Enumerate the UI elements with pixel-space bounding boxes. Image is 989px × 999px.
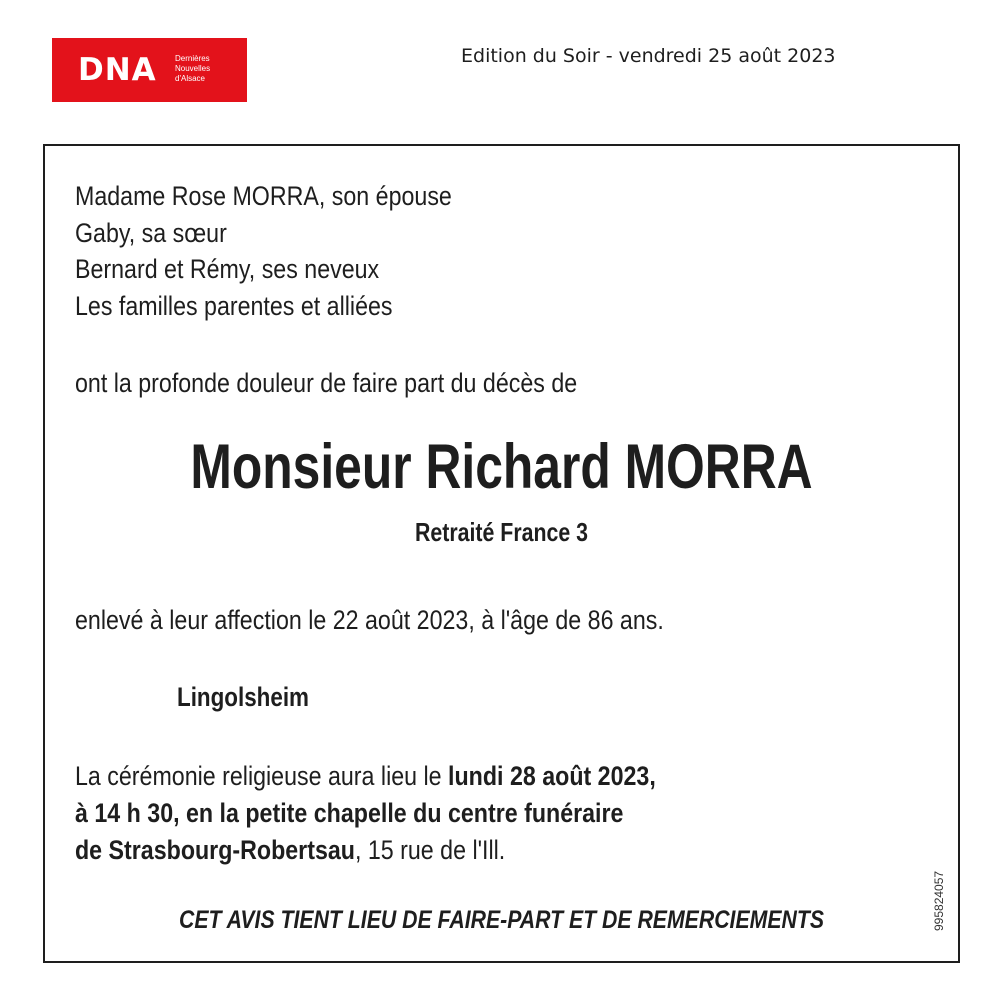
logo-subtitle-line: Nouvelles bbox=[175, 64, 211, 73]
town-name: Lingolsheim bbox=[177, 682, 309, 712]
logo-mark: DNA bbox=[78, 52, 157, 88]
ceremony-line-2 bbox=[75, 795, 656, 832]
family-list bbox=[75, 178, 452, 324]
death-statement: enlevé à leur affection le 22 août 2023, à l'âge de 86 ans. bbox=[75, 605, 664, 635]
family-line: Bernard et Rémy, ses neveux bbox=[75, 254, 380, 284]
ceremony-intro: La cérémonie religieuse aura lieu le bbox=[75, 761, 449, 791]
ceremony-time-place: à 14 h 30, en la petite chapelle du centre funéraire bbox=[75, 798, 624, 828]
ceremony-location: de Strasbourg-Robertsau bbox=[75, 835, 355, 865]
ceremony-line-3 bbox=[75, 832, 656, 869]
ceremony-address: , 15 rue de l'Ill. bbox=[354, 835, 506, 865]
deceased-role: Retraité France 3 bbox=[414, 517, 588, 547]
family-line: Madame Rose MORRA, son épouse bbox=[75, 181, 452, 211]
announcement-text: ont la profonde douleur de faire part du décès de bbox=[75, 368, 578, 398]
family-line: Gaby, sa sœur bbox=[75, 217, 227, 248]
ceremony-date: lundi 28 août 2023, bbox=[448, 761, 656, 791]
reference-number: 995824057 bbox=[932, 870, 946, 931]
logo-subtitle-line: d'Alsace bbox=[175, 74, 205, 83]
ceremony-details bbox=[75, 758, 656, 869]
logo-subtitle bbox=[175, 54, 241, 84]
footer-notice: CET AVIS TIENT LIEU DE FAIRE-PART ET DE REMERCIEMENTS bbox=[178, 906, 825, 934]
death-notice bbox=[43, 144, 960, 963]
ceremony-line-1 bbox=[75, 758, 656, 795]
deceased-name: Monsieur Richard MORRA bbox=[190, 432, 813, 502]
logo-subtitle-line: Dernières bbox=[175, 54, 210, 63]
family-line: Les familles parentes et alliées bbox=[75, 290, 393, 321]
dna-logo bbox=[52, 38, 247, 102]
edition-date: Edition du Soir - vendredi 25 août 2023 bbox=[461, 45, 836, 67]
